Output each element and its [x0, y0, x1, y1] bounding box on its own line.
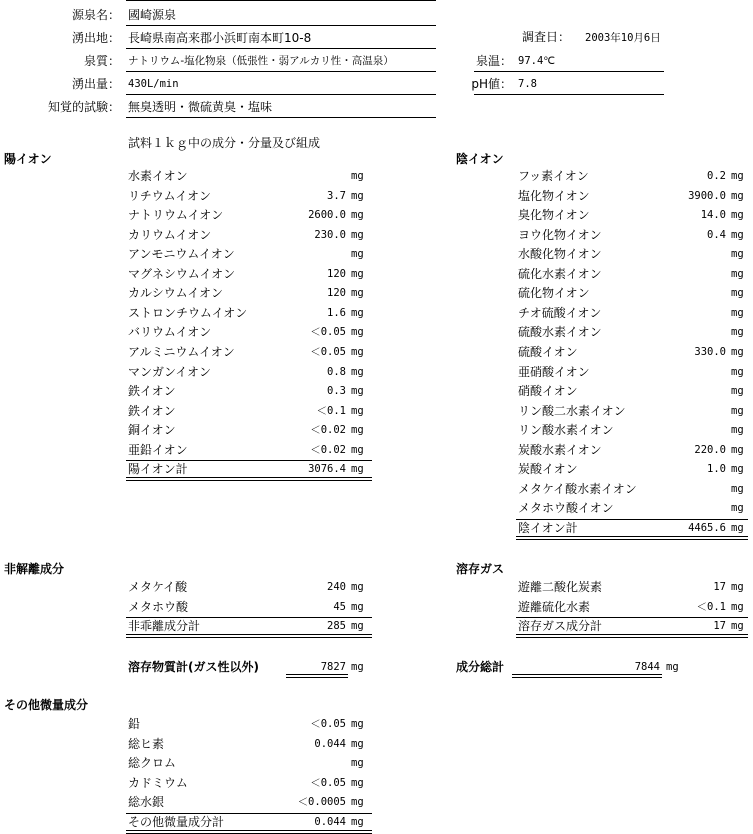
component-name: カリウムイオン — [128, 227, 212, 242]
component-value: 1.0 — [707, 463, 726, 476]
component-name: 遊離硫化水素 — [518, 599, 591, 614]
component-value: 120 — [327, 287, 346, 300]
component-value: ＜0.02 — [310, 424, 346, 437]
location-value: 長崎県南高来郡小浜町南本町10-8 — [128, 31, 312, 45]
component-value: 230.0 — [314, 228, 346, 241]
component-name: 亜硝酸イオン — [518, 364, 590, 379]
grand-total-unit: mg — [666, 661, 679, 673]
component-value: 220.0 — [694, 443, 726, 456]
component-unit: mg — [731, 326, 744, 339]
component-unit: mg — [731, 443, 744, 456]
sensory-value: 無臭透明・微硫黄臭・塩味 — [128, 100, 273, 114]
dissolved-gas-heading: 溶存ガス — [456, 562, 505, 576]
component-name: 鉄イオン — [128, 384, 176, 399]
component-value: 0.4 — [707, 228, 726, 241]
component-unit: mg — [731, 502, 744, 515]
component-name: メタケイ酸水素イオン — [518, 481, 637, 496]
cations-heading: 陽イオン — [4, 152, 52, 166]
survey-date-label: 調査日： — [521, 30, 570, 44]
component-unit: mg — [351, 189, 364, 202]
component-value: ＜0.02 — [310, 443, 346, 456]
temperature-value: 97.4℃ — [518, 55, 556, 67]
component-unit: mg — [351, 287, 364, 300]
grand-total-label: 成分総計 — [456, 660, 505, 674]
component-unit: mg — [351, 443, 364, 456]
component-name: 硫化水素イオン — [518, 266, 602, 281]
total-value: 4465.6 — [688, 521, 726, 534]
component-name: 遊離二酸化炭素 — [518, 580, 603, 594]
component-unit: mg — [731, 463, 744, 476]
component-unit: mg — [731, 345, 744, 358]
component-unit: mg — [731, 306, 744, 319]
component-unit: mg — [351, 718, 364, 730]
component-unit: mg — [351, 581, 364, 593]
component-unit: mg — [731, 248, 744, 261]
component-unit: mg — [731, 365, 744, 378]
component-value: 240 — [327, 581, 346, 593]
component-name: 水酸化物イオン — [518, 247, 602, 262]
component-unit: mg — [731, 267, 744, 280]
component-unit: mg — [351, 267, 364, 280]
total-unit: mg — [731, 620, 744, 632]
component-value: 0.044 — [314, 737, 346, 750]
undissociated-heading: 非解離成分 — [4, 562, 65, 576]
total-double-underline — [126, 634, 372, 638]
total-double-underline — [516, 634, 748, 638]
component-name: 硫酸イオン — [518, 344, 578, 359]
component-name: マンガンイオン — [128, 364, 212, 379]
component-value: ＜0.05 — [310, 326, 346, 339]
component-name: バリウムイオン — [128, 325, 212, 340]
component-unit: mg — [731, 404, 744, 417]
component-unit: mg — [351, 737, 364, 750]
component-value: ＜0.0005 — [297, 796, 346, 808]
component-unit: mg — [731, 209, 744, 222]
component-name: マグネシウムイオン — [128, 266, 236, 281]
component-name: カドミウム — [128, 775, 188, 790]
component-unit: mg — [731, 287, 744, 300]
component-name: 銅イオン — [128, 423, 176, 438]
total-value: 3076.4 — [308, 463, 346, 476]
component-unit: mg — [731, 189, 744, 202]
component-unit: mg — [351, 345, 364, 358]
anions-heading: 陰イオン — [456, 152, 504, 166]
component-value: 3900.0 — [688, 189, 726, 202]
sensory-label: 知覚的試験： — [47, 100, 120, 114]
component-value: 3.7 — [327, 189, 346, 202]
component-value: 17 — [713, 581, 726, 593]
component-name: メタホウ酸 — [128, 599, 189, 614]
component-unit: mg — [351, 228, 364, 241]
component-value: 14.0 — [700, 209, 726, 222]
component-unit: mg — [731, 228, 744, 241]
component-name: 硝酸イオン — [518, 384, 578, 399]
component-unit: mg — [731, 385, 744, 398]
total-name: 陽イオン計 — [128, 462, 188, 477]
component-value: 330.0 — [694, 345, 726, 358]
quality-label: 泉質： — [83, 54, 120, 68]
component-name: リチウムイオン — [128, 188, 212, 203]
grand-total-value: 7844 — [634, 661, 660, 673]
total-double-underline — [126, 477, 372, 481]
total-name: その他微量成分計 — [128, 814, 225, 829]
component-name: 水素イオン — [128, 169, 188, 183]
component-unit: mg — [351, 248, 364, 261]
solids-total-label: 溶存物質計(ガス性以外) — [128, 660, 259, 674]
component-unit: mg — [351, 385, 364, 398]
component-name: 塩化物イオン — [518, 188, 590, 203]
component-value: ＜0.1 — [316, 404, 346, 417]
component-name: リン酸水素イオン — [518, 423, 614, 438]
component-unit: mg — [351, 796, 364, 808]
total-value: 285 — [327, 620, 346, 632]
component-name: フッ素イオン — [518, 169, 589, 183]
total-double-underline — [516, 536, 748, 540]
component-value: ＜0.05 — [310, 776, 346, 789]
component-value: 1.6 — [327, 306, 346, 319]
component-unit: mg — [731, 482, 744, 495]
component-name: 炭酸水素イオン — [518, 442, 602, 457]
component-name: 総ヒ素 — [128, 736, 165, 751]
total-name: 溶存ガス成分計 — [518, 619, 603, 633]
component-unit: mg — [351, 306, 364, 319]
component-value: ＜0.05 — [310, 345, 346, 358]
component-name: チオ硫酸イオン — [518, 305, 602, 320]
component-name: メタケイ酸 — [128, 580, 188, 594]
trace-heading: その他微量成分 — [4, 698, 89, 712]
total-name: 非乖離成分計 — [128, 619, 201, 633]
source-name-label: 源泉名： — [71, 8, 120, 22]
component-unit: mg — [351, 776, 364, 789]
temperature-label: 泉温： — [475, 54, 512, 68]
component-name: 硫化物イオン — [518, 286, 590, 301]
component-unit: mg — [351, 326, 364, 339]
component-unit: mg — [351, 170, 364, 182]
ph-value: 7.8 — [518, 78, 537, 90]
component-value: 45 — [333, 600, 346, 613]
component-unit: mg — [351, 600, 364, 613]
location-label: 湧出地： — [71, 31, 120, 45]
flow-value: 430L/min — [128, 78, 179, 90]
total-unit: mg — [351, 463, 364, 476]
component-value: 0.3 — [327, 385, 346, 398]
total-value: 0.044 — [314, 815, 346, 828]
component-unit: mg — [351, 424, 364, 437]
component-value: 0.8 — [327, 365, 346, 378]
component-name: 臭化物イオン — [518, 208, 590, 223]
component-name: ストロンチウムイオン — [128, 305, 248, 320]
total-unit: mg — [731, 521, 744, 534]
component-unit: mg — [351, 209, 364, 222]
sample-title: 試料１ｋｇ中の成分・分量及び組成 — [128, 136, 321, 150]
component-unit: mg — [731, 581, 744, 593]
component-name: 鉄イオン — [128, 403, 176, 418]
solids-total-unit: mg — [351, 661, 364, 673]
solids-total-value: 7827 — [320, 661, 346, 673]
component-name: アンモニウムイオン — [128, 247, 235, 262]
flow-label: 湧出量： — [71, 77, 120, 91]
component-unit: mg — [731, 170, 744, 182]
component-name: カルシウムイオン — [128, 286, 223, 301]
component-value: 0.2 — [707, 170, 726, 182]
total-unit: mg — [351, 815, 364, 828]
total-unit: mg — [351, 620, 364, 632]
component-unit: mg — [351, 404, 364, 417]
total-name: 陰イオン計 — [518, 520, 578, 535]
component-name: 総水銀 — [128, 795, 165, 809]
survey-date-value: 2003年10月6日 — [585, 32, 661, 44]
component-value: 2600.0 — [308, 209, 346, 222]
component-name: ナトリウムイオン — [128, 208, 224, 223]
component-unit: mg — [351, 365, 364, 378]
component-unit: mg — [351, 757, 364, 769]
quality-value: ナトリウム-塩化物泉（低張性・弱アルカリ性・高温泉） — [128, 55, 394, 67]
component-value: ＜0.1 — [696, 600, 726, 613]
component-name: アルミニウムイオン — [128, 344, 235, 359]
component-name: 炭酸イオン — [518, 462, 578, 477]
component-name: 硫酸水素イオン — [518, 325, 602, 340]
component-name: 鉛 — [128, 717, 141, 731]
component-unit: mg — [731, 424, 744, 437]
component-unit: mg — [731, 600, 744, 613]
component-value: ＜0.05 — [310, 718, 346, 730]
component-name: メタホウ酸イオン — [518, 501, 614, 516]
component-name: 亜鉛イオン — [128, 442, 188, 457]
component-value: 120 — [327, 267, 346, 280]
total-value: 17 — [713, 620, 726, 632]
source-name-value: 國崎源泉 — [128, 8, 177, 22]
ph-label: pH値： — [471, 77, 512, 91]
component-name: リン酸二水素イオン — [518, 403, 626, 418]
component-name: 総クロム — [128, 756, 177, 770]
component-name: ヨウ化物イオン — [518, 227, 602, 242]
